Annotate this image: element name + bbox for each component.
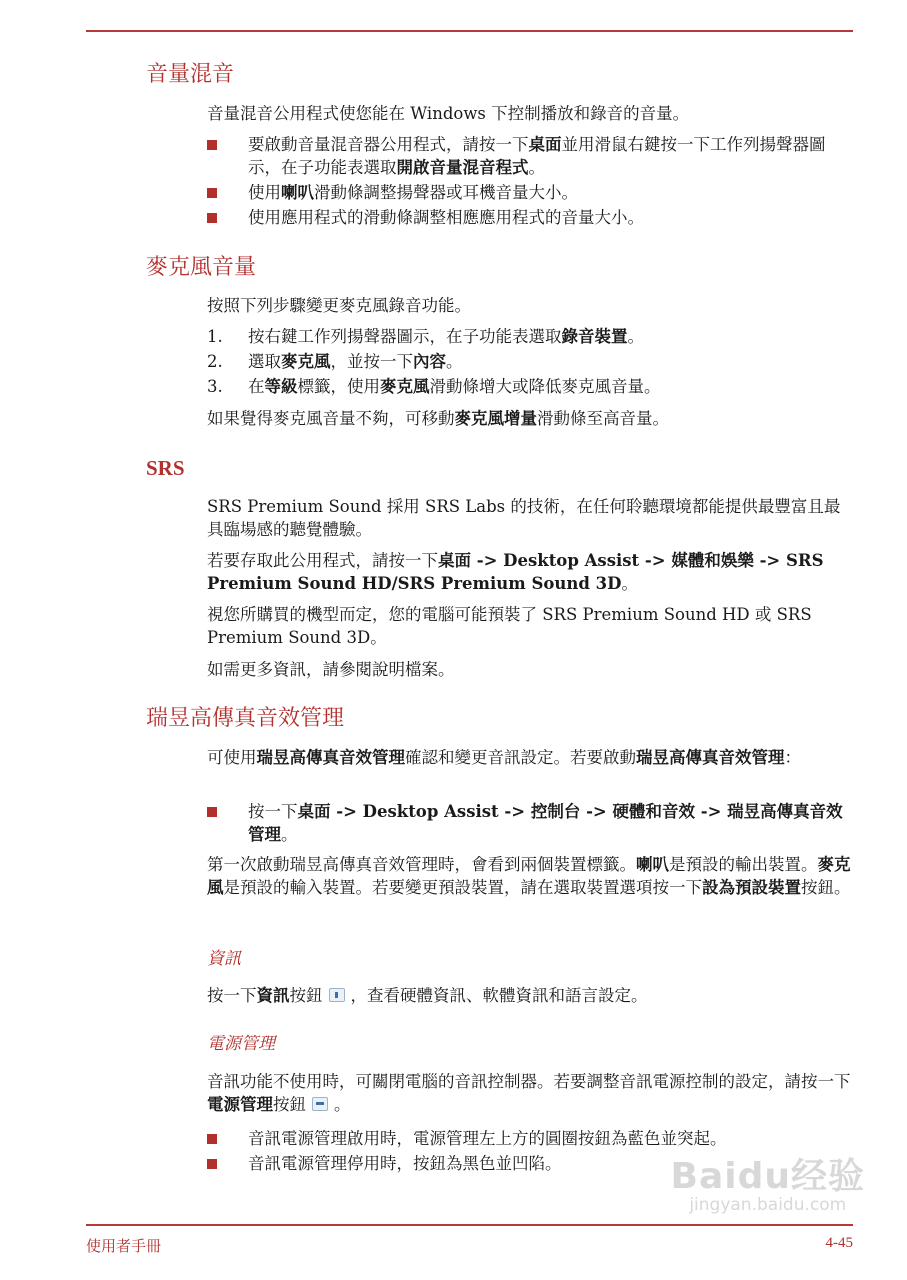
footer-title: 使用者手冊 (86, 1237, 162, 1255)
footer-rule (86, 1224, 853, 1226)
section-title-mixer: 音量混音 (146, 62, 235, 87)
srs-help-paragraph: 如需更多資訊，請參閱說明檔案。 (207, 660, 455, 679)
mixer-intro: 音量混音公用程式使您能在 Windows 下控制播放和錄音的音量。 (207, 104, 690, 123)
bullet-marker (207, 188, 217, 198)
srs-models-paragraph: 視您所購買的機型而定，您的電腦可能預裝了 SRS Premium Sound HD 或 SRS Premium Sound 3D。 (207, 605, 812, 647)
section-title-srs: SRS (146, 456, 185, 480)
watermark-url: jingyan.baidu.com (689, 1195, 847, 1215)
bullet-marker (207, 807, 217, 817)
srs-paragraph: SRS Premium Sound 採用 SRS Labs 的技術，在任何聆聽環境都能提供最豐富且最具臨場感的聽覺體驗。 (207, 497, 841, 539)
info-paragraph: 按一下資訊按鈕 ，查看硬體資訊、軟體資訊和語言設定。 (207, 986, 648, 1005)
power-paragraph: 音訊功能不使用時，可關閉電腦的音訊控制器。若要調整音訊電源控制的設定，請按一下 電源管理按鈕 。 (207, 1072, 851, 1114)
subsection-title-info: 資訊 (207, 949, 241, 969)
realtek-intro: 可使用瑞昱高傳真音效管理確認和變更音訊設定。若要啟動瑞昱高傳真音效管理： (207, 748, 801, 767)
mic-outro: 如果覺得麥克風音量不夠，可移動麥克風增量滑動條至高音量。 (207, 409, 669, 428)
info-icon (329, 988, 345, 1002)
watermark (671, 1148, 865, 1215)
bullet-marker (207, 213, 217, 223)
mic-intro: 按照下列步驟變更麥克風錄音功能。 (207, 296, 471, 315)
page-number: 4-45 (825, 1235, 853, 1251)
power-management-icon (312, 1097, 328, 1111)
bullet-marker (207, 140, 217, 150)
srs-access-paragraph: 若要存取此公用程式，請按一下桌面 -> Desktop Assist -> 媒體和娛樂 -> SRS Premium Sound HD/SRS Premium Sound 3D。 (207, 551, 824, 593)
realtek-devices-paragraph: 第一次啟動瑞昱高傳真音效管理時，會看到兩個裝置標籤。喇叭是預設的輸出裝置。麥克風是預設的輸入裝置。若要變更預設裝置，請在選取裝置選項按一下設為預設裝置按鈕。 (207, 855, 851, 897)
section-title-realtek: 瑞昱高傳真音效管理 (146, 706, 345, 731)
bullet-marker (207, 1159, 217, 1169)
bullet-marker (207, 1134, 217, 1144)
header-rule (86, 30, 853, 32)
section-title-mic: 麥克風音量 (146, 255, 257, 280)
subsection-title-power: 電源管理 (207, 1034, 275, 1054)
watermark-brand: Baidu经验 (670, 1156, 865, 1197)
